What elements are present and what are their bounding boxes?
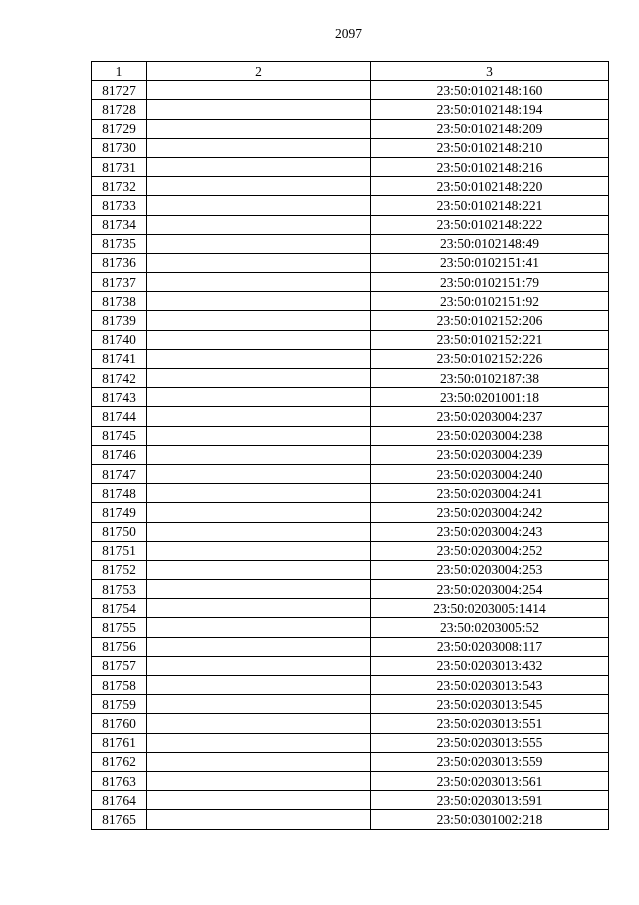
table-row xyxy=(92,215,609,234)
row-empty-cell xyxy=(147,464,371,483)
column-header-3: 3 xyxy=(371,62,609,81)
row-number-cell: 81753 xyxy=(92,580,147,599)
cadastral-number-cell: 23:50:0102152:226 xyxy=(371,349,609,368)
cadastral-number-cell: 23:50:0203008:117 xyxy=(371,637,609,656)
cadastral-number-cell: 23:50:0102152:206 xyxy=(371,311,609,330)
cadastral-number-cell: 23:50:0203004:254 xyxy=(371,580,609,599)
cadastral-number-cell: 23:50:0102148:194 xyxy=(371,100,609,119)
table-row xyxy=(92,253,609,272)
table-row xyxy=(92,407,609,426)
row-number-cell: 81732 xyxy=(92,177,147,196)
table-row xyxy=(92,196,609,215)
cadastral-number-cell: 23:50:0102148:209 xyxy=(371,119,609,138)
cadastral-number-cell: 23:50:0102151:92 xyxy=(371,292,609,311)
row-number-cell: 81764 xyxy=(92,791,147,810)
cadastral-number-cell: 23:50:0203004:241 xyxy=(371,484,609,503)
row-number-cell: 81756 xyxy=(92,637,147,656)
row-number-cell: 81748 xyxy=(92,484,147,503)
cadastral-number-cell: 23:50:0203013:561 xyxy=(371,771,609,790)
cadastral-number-cell: 23:50:0203013:591 xyxy=(371,791,609,810)
row-empty-cell xyxy=(147,695,371,714)
cadastral-number-cell: 23:50:0102148:216 xyxy=(371,157,609,176)
row-empty-cell xyxy=(147,791,371,810)
table-row xyxy=(92,771,609,790)
table-row xyxy=(92,369,609,388)
register-table xyxy=(91,61,609,830)
row-empty-cell xyxy=(147,330,371,349)
table-row xyxy=(92,541,609,560)
row-number-cell: 81760 xyxy=(92,714,147,733)
table-row xyxy=(92,330,609,349)
row-empty-cell xyxy=(147,196,371,215)
row-number-cell: 81745 xyxy=(92,426,147,445)
table-row xyxy=(92,100,609,119)
row-number-cell: 81739 xyxy=(92,311,147,330)
row-number-cell: 81754 xyxy=(92,599,147,618)
row-empty-cell xyxy=(147,138,371,157)
row-empty-cell xyxy=(147,445,371,464)
row-number-cell: 81747 xyxy=(92,464,147,483)
cadastral-number-cell: 23:50:0203013:555 xyxy=(371,733,609,752)
cadastral-number-cell: 23:50:0102148:221 xyxy=(371,196,609,215)
row-number-cell: 81735 xyxy=(92,234,147,253)
table-row xyxy=(92,560,609,579)
table-body xyxy=(92,81,609,829)
table-row xyxy=(92,580,609,599)
table-row xyxy=(92,388,609,407)
row-empty-cell xyxy=(147,599,371,618)
row-empty-cell xyxy=(147,349,371,368)
table-row xyxy=(92,311,609,330)
header-row xyxy=(92,62,609,81)
cadastral-number-cell: 23:50:0203004:240 xyxy=(371,464,609,483)
cadastral-number-cell: 23:50:0102151:79 xyxy=(371,273,609,292)
row-empty-cell xyxy=(147,234,371,253)
row-empty-cell xyxy=(147,560,371,579)
table-row xyxy=(92,426,609,445)
cadastral-number-cell: 23:50:0102148:222 xyxy=(371,215,609,234)
row-empty-cell xyxy=(147,81,371,100)
table-row xyxy=(92,234,609,253)
row-number-cell: 81727 xyxy=(92,81,147,100)
cadastral-number-cell: 23:50:0203004:252 xyxy=(371,541,609,560)
row-empty-cell xyxy=(147,733,371,752)
row-number-cell: 81751 xyxy=(92,541,147,560)
table-row xyxy=(92,522,609,541)
row-empty-cell xyxy=(147,426,371,445)
row-number-cell: 81763 xyxy=(92,771,147,790)
row-empty-cell xyxy=(147,771,371,790)
table-row xyxy=(92,733,609,752)
row-empty-cell xyxy=(147,177,371,196)
table-row xyxy=(92,791,609,810)
cadastral-number-cell: 23:50:0203013:545 xyxy=(371,695,609,714)
column-header-2: 2 xyxy=(147,62,371,81)
row-empty-cell xyxy=(147,522,371,541)
table-row xyxy=(92,714,609,733)
column-header-1: 1 xyxy=(92,62,147,81)
row-number-cell: 81755 xyxy=(92,618,147,637)
row-number-cell: 81744 xyxy=(92,407,147,426)
cadastral-number-cell: 23:50:0201001:18 xyxy=(371,388,609,407)
table-row xyxy=(92,157,609,176)
row-empty-cell xyxy=(147,676,371,695)
table-row xyxy=(92,292,609,311)
row-empty-cell xyxy=(147,388,371,407)
row-empty-cell xyxy=(147,119,371,138)
row-empty-cell xyxy=(147,714,371,733)
row-empty-cell xyxy=(147,503,371,522)
cadastral-number-cell: 23:50:0102148:49 xyxy=(371,234,609,253)
row-empty-cell xyxy=(147,157,371,176)
table-header xyxy=(92,62,609,81)
table-row xyxy=(92,676,609,695)
cadastral-number-cell: 23:50:0102148:220 xyxy=(371,177,609,196)
row-number-cell: 81765 xyxy=(92,810,147,829)
row-number-cell: 81750 xyxy=(92,522,147,541)
row-number-cell: 81733 xyxy=(92,196,147,215)
row-number-cell: 81742 xyxy=(92,369,147,388)
row-number-cell: 81729 xyxy=(92,119,147,138)
row-empty-cell xyxy=(147,273,371,292)
row-empty-cell xyxy=(147,752,371,771)
cadastral-number-cell: 23:50:0203004:238 xyxy=(371,426,609,445)
table-row xyxy=(92,618,609,637)
row-empty-cell xyxy=(147,407,371,426)
table-row xyxy=(92,445,609,464)
cadastral-number-cell: 23:50:0203004:242 xyxy=(371,503,609,522)
row-number-cell: 81757 xyxy=(92,656,147,675)
row-number-cell: 81740 xyxy=(92,330,147,349)
row-empty-cell xyxy=(147,100,371,119)
cadastral-number-cell: 23:50:0203013:543 xyxy=(371,676,609,695)
cadastral-number-cell: 23:50:0301002:218 xyxy=(371,810,609,829)
cadastral-number-cell: 23:50:0102151:41 xyxy=(371,253,609,272)
table-row xyxy=(92,464,609,483)
cadastral-number-cell: 23:50:0203004:243 xyxy=(371,522,609,541)
row-number-cell: 81734 xyxy=(92,215,147,234)
row-empty-cell xyxy=(147,618,371,637)
table-row xyxy=(92,599,609,618)
table-row xyxy=(92,349,609,368)
table-row xyxy=(92,637,609,656)
row-number-cell: 81741 xyxy=(92,349,147,368)
cadastral-number-cell: 23:50:0102148:210 xyxy=(371,138,609,157)
cadastral-number-cell: 23:50:0203013:559 xyxy=(371,752,609,771)
row-number-cell: 81746 xyxy=(92,445,147,464)
cadastral-number-cell: 23:50:0203005:52 xyxy=(371,618,609,637)
row-number-cell: 81737 xyxy=(92,273,147,292)
row-number-cell: 81743 xyxy=(92,388,147,407)
row-empty-cell xyxy=(147,484,371,503)
row-empty-cell xyxy=(147,656,371,675)
table-row xyxy=(92,177,609,196)
row-number-cell: 81761 xyxy=(92,733,147,752)
row-number-cell: 81736 xyxy=(92,253,147,272)
row-number-cell: 81758 xyxy=(92,676,147,695)
row-number-cell: 81728 xyxy=(92,100,147,119)
row-empty-cell xyxy=(147,810,371,829)
row-empty-cell xyxy=(147,215,371,234)
cadastral-number-cell: 23:50:0203004:239 xyxy=(371,445,609,464)
table-row xyxy=(92,484,609,503)
row-empty-cell xyxy=(147,292,371,311)
cadastral-number-cell: 23:50:0102152:221 xyxy=(371,330,609,349)
page-number: 2097 xyxy=(335,26,362,41)
row-empty-cell xyxy=(147,369,371,388)
table-row xyxy=(92,81,609,100)
table-row xyxy=(92,695,609,714)
row-number-cell: 81738 xyxy=(92,292,147,311)
table-row xyxy=(92,138,609,157)
table-row xyxy=(92,656,609,675)
cadastral-number-cell: 23:50:0203013:432 xyxy=(371,656,609,675)
table-row xyxy=(92,810,609,829)
row-number-cell: 81752 xyxy=(92,560,147,579)
table-row xyxy=(92,273,609,292)
table-row xyxy=(92,503,609,522)
row-empty-cell xyxy=(147,637,371,656)
row-number-cell: 81749 xyxy=(92,503,147,522)
row-number-cell: 81759 xyxy=(92,695,147,714)
row-number-cell: 81730 xyxy=(92,138,147,157)
table-row xyxy=(92,119,609,138)
table-row xyxy=(92,752,609,771)
row-number-cell: 81762 xyxy=(92,752,147,771)
row-empty-cell xyxy=(147,253,371,272)
cadastral-number-cell: 23:50:0203005:1414 xyxy=(371,599,609,618)
cadastral-number-cell: 23:50:0102148:160 xyxy=(371,81,609,100)
cadastral-number-cell: 23:50:0203013:551 xyxy=(371,714,609,733)
cadastral-number-cell: 23:50:0203004:237 xyxy=(371,407,609,426)
row-empty-cell xyxy=(147,541,371,560)
row-empty-cell xyxy=(147,311,371,330)
cadastral-number-cell: 23:50:0203004:253 xyxy=(371,560,609,579)
cadastral-number-cell: 23:50:0102187:38 xyxy=(371,369,609,388)
row-empty-cell xyxy=(147,580,371,599)
row-number-cell: 81731 xyxy=(92,157,147,176)
